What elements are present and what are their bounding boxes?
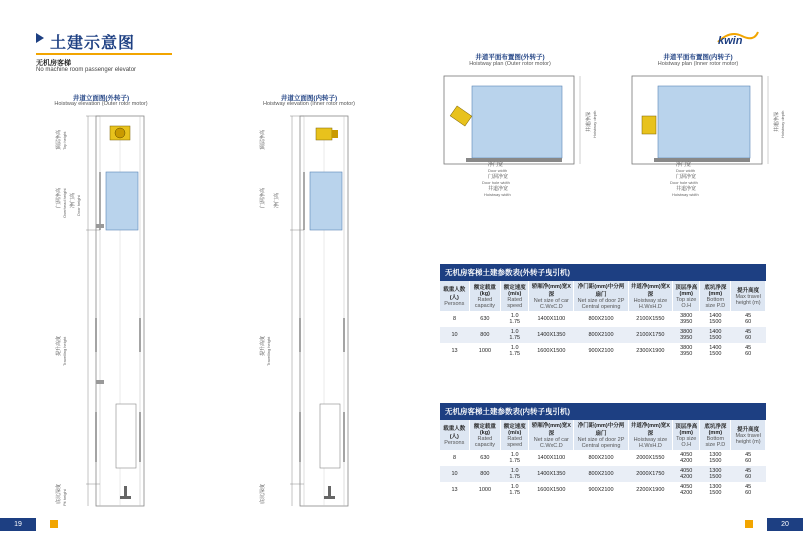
label-door-width: 净门宽 [488, 162, 504, 168]
subtitle-cn: 无机房客梯 [36, 60, 71, 67]
logo-swoosh-icon [716, 28, 760, 46]
plan-inner-caption: 井道平面布置图(内转子) [663, 54, 733, 61]
counterweight-icon [116, 404, 136, 468]
elevation-outer-caption-en: Hoistway elevation (Outer rotor motor) [54, 101, 148, 107]
label-top-height-en: Top height [62, 131, 67, 150]
title-arrow-icon [36, 33, 44, 43]
plan-inner-caption-en: Hoistway plan (Inner rotor motor) [657, 61, 739, 67]
label-hoistway-depth-en: Hoistway depth [780, 110, 785, 138]
col-persons: 载重人数(人) Persons [440, 420, 469, 450]
col-travel: 提升高度 Max travel height (m) [731, 281, 766, 311]
motor-icon [110, 126, 130, 140]
elevation-outer-drawing [40, 112, 170, 510]
label-pit: 底坑深度 [260, 483, 266, 504]
table-row: 10 800 1.0 1.75 1400X1350 800X2100 2000X1750 4050 4200 1300 1500 45 60 [440, 466, 766, 482]
col-car: 轿厢净(mm)宽X深 Net size of car C.WxC.D [529, 281, 574, 311]
label-hoistway-depth-en: Hoistway depth [592, 110, 597, 138]
col-door: 净门距(mm)中分两扇门 Net size of door 2P Central opening [574, 420, 628, 450]
car-plan-icon [472, 86, 562, 158]
col-top: 顶层净高(mm) Top size O.H [673, 281, 700, 311]
motor-icon [316, 128, 338, 140]
table-row: 8 630 1.0 1.75 1400X1100 800X2100 2100X1550 3800 3950 1400 1500 45 60 [453, 313, 752, 325]
page-marker-left [50, 520, 58, 528]
label-hoistway-depth: 井道净深 [586, 111, 592, 132]
page-number-left: 19 [0, 518, 36, 531]
label-door-width-en: Door width [676, 168, 696, 173]
label-door-opening-en: Overhead height [62, 188, 67, 218]
col-pit: 底坑净深(mm) Bottom size P.D [700, 281, 731, 311]
label-hoistway-depth: 井道净深 [774, 111, 780, 132]
col-hoistway: 井道净(mm)宽X深 Hoistway size H.WxH.D [628, 420, 673, 450]
table-row: 13 1000 1.0 1.75 1600X1500 900X2100 2300X1900 3800 3950 1400 1500 45 60 [451, 345, 752, 357]
label-door-height-en: Door height [76, 195, 81, 216]
label-pit: 底坑深度 [56, 483, 62, 504]
motor-plan-icon [450, 106, 472, 126]
table-row: 8 630 1.0 1.75 1400X1100 800X2100 2000X1550 4050 4200 1300 1500 45 60 [453, 452, 752, 464]
label-hoistway-width: 井道净宽 [676, 186, 697, 192]
label-door-hole: 门洞净宽 [676, 174, 697, 180]
label-door-width: 净门宽 [676, 162, 692, 168]
col-persons: 载重人数(人) Persons [440, 281, 469, 311]
label-door-height: 净门高 [70, 192, 76, 208]
label-pit-en: Pit height [62, 489, 67, 506]
label-travel-en: Travelling height [266, 336, 271, 366]
col-travel: 提升高度 Max travel height (m) [731, 420, 766, 450]
table-row: 10 800 1.0 1.75 1400X1350 800X2100 2100X1750 3800 3950 1400 1500 45 60 [440, 327, 766, 343]
table-row: 13 1000 1.0 1.75 1600X1500 900X2100 2200X1900 4050 4200 1300 1500 45 60 [451, 484, 752, 496]
plan-outer-caption-en: Hoistway plan (Outer rotor motor) [469, 61, 551, 67]
page-number-right: 20 [767, 518, 803, 531]
label-door-opening: 门洞净高 [260, 187, 266, 208]
col-speed: 额定速度(m/s) Rated speed [501, 420, 529, 450]
motor-plan-icon [642, 116, 656, 134]
label-door-height: 净门高 [274, 192, 280, 208]
label-hoistway-width-en: Hoistway width [484, 192, 511, 197]
param-table-inner [440, 403, 766, 498]
label-hoistway-width-en: Hoistway width [672, 192, 699, 197]
col-top: 顶层净高(mm) Top size O.H [673, 420, 700, 450]
plan-outer-caption: 井道平面布置图(外转子) [475, 54, 545, 61]
label-travel: 提升高度 [260, 335, 266, 356]
plan-inner-drawing [628, 72, 788, 202]
page-marker-right [745, 520, 753, 528]
col-pit: 底坑净深(mm) Bottom size P.D [700, 420, 731, 450]
col-car: 轿厢净(mm)宽X深 Net size of car C.WxC.D [529, 420, 574, 450]
logo-text: kwin [718, 35, 743, 46]
label-door-width-en: Door width [488, 168, 508, 173]
label-door-opening: 门洞净高 [56, 187, 62, 208]
table-title: 无机房客梯土建参数表(外转子曳引机) [440, 264, 766, 281]
subtitle-en: No machine room passenger elevator [36, 67, 137, 73]
col-capacity: 额定载重(kg) Rated capacity [469, 420, 501, 450]
elevation-inner-caption-en: Hoistway elevation (Inner rotor motor) [262, 101, 355, 107]
plan-outer-drawing [440, 72, 600, 202]
label-door-hole: 门洞净宽 [488, 174, 509, 180]
col-capacity: 额定载重(kg) Rated capacity [469, 281, 501, 311]
label-top-height: 顶层净高 [56, 129, 62, 150]
label-hoistway-width: 井道净宽 [488, 186, 509, 192]
page-title: 土建示意图 [50, 35, 136, 52]
car-icon [106, 172, 138, 230]
label-door-hole-en: Door hole width [482, 180, 510, 185]
car-icon [310, 172, 342, 230]
elevation-outer-caption: 井道立面图(外转子) [72, 95, 130, 102]
elevation-inner-drawing [244, 112, 374, 510]
table-title: 无机房客梯土建参数表(内转子曳引机) [440, 403, 766, 420]
col-hoistway: 井道净(mm)宽X深 Hoistway size H.WxH.D [628, 281, 673, 311]
car-plan-icon [658, 86, 750, 158]
elevation-inner-caption: 井道立面图(内转子) [280, 95, 338, 102]
counterweight-icon [320, 404, 340, 468]
label-top-height: 顶层净高 [260, 129, 266, 150]
label-travel: 提升高度 [56, 335, 62, 356]
brand-logo [716, 28, 760, 49]
param-table-outer [440, 264, 766, 359]
col-speed: 额定速度(m/s) Rated speed [501, 281, 529, 311]
label-travel-en: Travelling height [62, 336, 67, 366]
title-underline [36, 53, 172, 55]
label-door-hole-en: Door hole width [670, 180, 698, 185]
col-door: 净门距(mm)中分两扇门 Net size of door 2P Central opening [574, 281, 628, 311]
